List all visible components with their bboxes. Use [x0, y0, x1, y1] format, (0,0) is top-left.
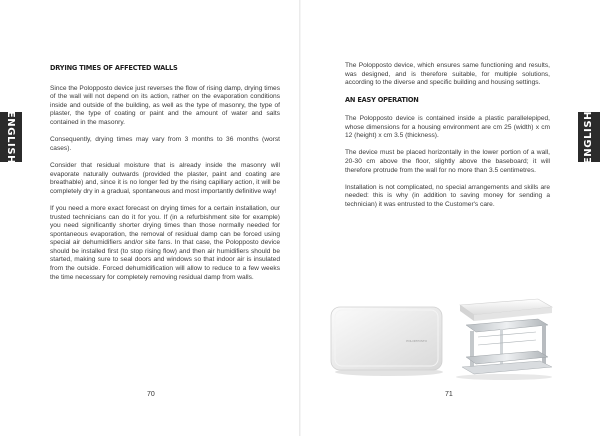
paragraph: If you need a more exact forecast on drying times for a certain installation, our trusted technicians can do it for you. If (in a refurbishment site for example) you need significantly shorter drying times than those normally needed for spontaneous evaporation, the removal of residual damp can be forced using special air dehumidifiers and/or site fans. In that case, the Polopposto device should be installed first (to stop rising flow) and then air humidifiers should be started, making sure to seal doors and windows so that indoor air is insulated from the outside. Forced dehumidification will allow to reduce to a few weeks the time necessary for completely removing residual damp from walls. — [50, 204, 280, 281]
paragraph: Installation is not complicated, no special arrangements and skills are needed: this is why (in addition to saving money for sending a technician) it was entrusted to the Customer's care. — [345, 183, 550, 208]
right-page-column — [345, 62, 550, 218]
language-tab-label: ENGLISH — [583, 110, 595, 164]
device-photo — [327, 301, 446, 377]
paragraph: Consequently, drying times may vary from 3 months to 36 months (worst cases). — [50, 136, 280, 152]
mounting-bracket-photo — [448, 295, 558, 381]
language-tab-left — [0, 112, 22, 162]
language-tab-label: ENGLISH — [5, 110, 17, 164]
page-number-left: 70 — [147, 391, 155, 398]
paragraph: The Polopposto device is contained inside a plastic parallelepiped, whose dimensions for a housing environment are cm 25 (width) x cm 12 (height) x cm 3.5 (thickness). — [345, 114, 550, 140]
language-tab-right — [578, 112, 600, 162]
paragraph: Since the Polopposto device just reverses the flow of rising damp, drying times of the wall will not depend on its action, rather on the evaporation conditions inside and outside of the building, as well as the type of masonry, the type of plaster, the type of coating or paint and the amount of water and salts contained in the masonry. — [50, 84, 280, 126]
section-heading-easy-operation: AN EASY OPERATION — [345, 96, 419, 105]
paragraph: The device must be placed horizontally in the lower portion of a wall, 20-30 cm above the floor, slightly above the baseboard; it will therefore protrude from the wall for no more than 3.5 centimetres. — [345, 149, 550, 174]
section-heading-drying-times: DRYING TIMES OF AFFECTED WALLS — [50, 64, 178, 72]
page-number-right: 71 — [445, 391, 453, 398]
paragraph: Consider that residual moisture that is already inside the masonry will evaporate naturally outwards (provided the plaster, paint and coating are breathable) and, since it is no longer fed by the rising capillary action, it will be completely dry in a gradual, spontaneous and most importantly definitive way! — [50, 161, 280, 195]
left-page-column — [50, 64, 280, 291]
page-gutter — [299, 0, 301, 436]
intro-paragraph: The Polopposto device, which ensures same functioning and results, was designed, and is therefore suitable, for multiple solutions, according to the diverse and specific building and housing settings. — [345, 62, 550, 87]
device-brand-label: POLOPPOSTO — [406, 339, 427, 343]
